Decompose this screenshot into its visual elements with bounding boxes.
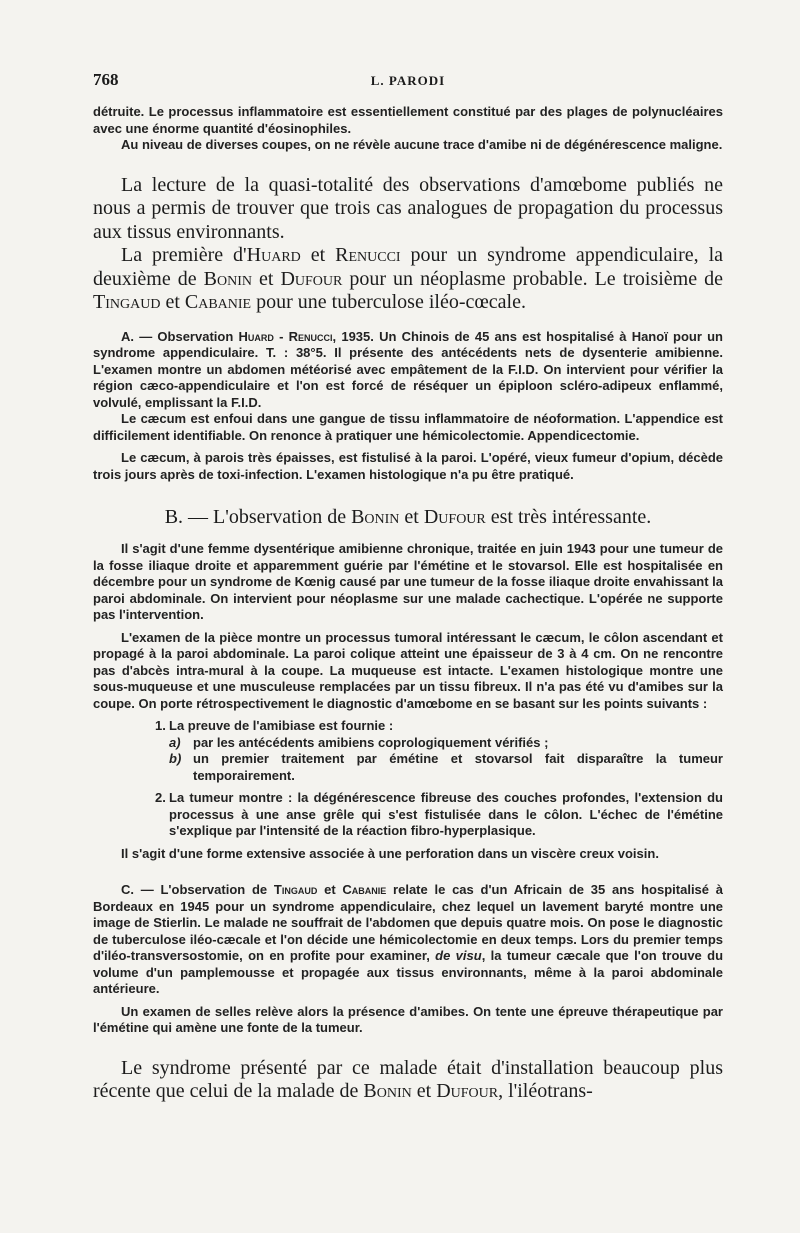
large-text-block xyxy=(93,174,723,315)
page-header xyxy=(93,70,723,92)
author-name: Cabanie xyxy=(184,291,252,313)
page-content xyxy=(93,104,723,1104)
author-name: Dufour xyxy=(436,1080,499,1102)
observation-a-paragraph-3: Le cæcum, à parois très épaisses, est fistulisé à la paroi. L'opéré, vieux fumeur d'opium, décède trois jours après de toxi-infection. L'examen histologique n'a pu être pratiqué. xyxy=(93,450,723,482)
final-paragraph: Le syndrome présenté par ce malade était d'installation beaucoup plus récente que celui de la malade de Bonin et Dufour, l'iléotrans- xyxy=(93,1056,723,1102)
author-name: Cabanie xyxy=(342,882,387,897)
author-name: Bonin xyxy=(363,1080,412,1102)
intro-paragraph-1: détruite. Le processus inflammatoire est essentiellement constitué par des plages de polynucléaires avec une énorme quantité d'éosinophiles. xyxy=(93,104,723,136)
author-name: Tingaud xyxy=(273,882,318,897)
intro-paragraph-2: Au niveau de diverses coupes, on ne révèle aucune trace d'amibe ni de dégénérescence maligne. xyxy=(121,137,723,152)
intro-section xyxy=(93,104,723,154)
list-item: 2. La tumeur montre : la dégénérescence fibreuse des couches profondes, l'extension du processus à une anse grêle qui s'est fistulisée dans le côlon. L'échec de l'émétine s'explique par l'intensité de la réaction fibro-hyperplasique. xyxy=(155,790,723,838)
observation-a-paragraph-2: Le cæcum est enfoui dans une gangue de tissu inflammatoire de néoformation. L'appendice est difficilement identifiable. On renonce à pratiquer une hémicolectomie. Appendicectomie. xyxy=(93,411,723,443)
final-paragraph-block xyxy=(93,1057,723,1104)
large-paragraph-2: La première d'Huard et Renucci pour un syndrome appendiculaire, la deuxième de Bonin et Dufour pour un néoplasme probable. Le troisième de Tingaud et Cabanie pour une tuberculose iléo-cœcale. xyxy=(93,244,724,313)
observation-b-paragraph-2: L'examen de la pièce montre un processus tumoral intéressant le cæcum, le côlon ascendant et propagé à la paroi abdominale. La paroi colique atteint une épaisseur de 3 à 4 cm. On ne rencontre pas d'abcès intra-mural à la coupe. La muqueuse est intacte. L'examen histologique montre une sous-muqueuse et une musculeuse remplacées par un tissu fibreux. Il n'a pas été vu d'amibes sur la coupe. On porte rétrospectivement le diagnostic d'amœbome en se basant sur les points suivants : xyxy=(93,629,723,711)
author-name: Renucci xyxy=(335,244,401,266)
list-subitem: a) par les antécédents amibiens coprologiquement vérifiés ; xyxy=(169,734,549,750)
observation-c-paragraph-1: C. — L'observation de Tingaud et Cabanie relate le cas d'un Africain de 35 ans hospitalisé à Bordeaux en 1945 pour un syndrome appendiculaire, chez lequel un lavement baryté montre une image de Stierlin. Le malade ne souffrait de l'abdomen que depuis quatre mois. On pose le diagnostic de tuberculose iléo-cæcale et l'on décide une hémicolectomie en deux temps. Lors du premier temps d'iléo-transversostomie, on en profite pour examiner, de visu, la tumeur cæcale que l'on trouve du volume d'un pamplemousse et propagée aux tissus environnants, même à la paroi abdominale antérieure. xyxy=(93,882,724,996)
section-b-heading: B. — L'observation de Bonin et Dufour est très intéressante. xyxy=(164,506,652,528)
observation-a xyxy=(93,329,723,484)
list-item: 1. La preuve de l'amibiase est fournie : xyxy=(155,718,394,733)
observation-c-paragraph-2: Un examen de selles relève alors la présence d'amibes. On tente une épreuve thérapeutique par l'émétine qui amène une fonte de la tumeur. xyxy=(93,1003,723,1035)
author-name: Huard xyxy=(246,244,301,266)
author-name: Bonin xyxy=(203,267,252,290)
author-name: Huard - Renucci xyxy=(238,328,333,344)
list-subitem: b) un premier traitement par émétine et stovarsol fait disparaître la tumeur temporairement. xyxy=(169,751,723,783)
observation-c xyxy=(93,882,723,1037)
author-name: Dufour xyxy=(280,267,343,290)
author-name: Tingaud xyxy=(93,291,161,313)
large-paragraph-1: La lecture de la quasi-totalité des observations d'amœbome publiés ne nous a permis de trouver que trois cas analogues de propagation du processus aux tissus environnants. xyxy=(93,173,723,243)
observation-b-paragraph-3: Il s'agit d'une forme extensive associée à une perforation dans un viscère creux voisin. xyxy=(121,845,659,861)
observation-a-paragraph-1: A. — Observation Huard - Renucci, 1935. Un Chinois de 45 ans est hospitalisé à Hanoï pour un syndrome appendiculaire. T. : 38°5. Il présente des antécédents nets de dysenterie amibienne. L'examen montre un abdomen météorisé avec empâtement de la F.I.D. On intervient pour vérifier la région cæco-appendiculaire et l'on est forcé de réséquer un épiploon scléro-adipeux enflammé, volvulé, emplissant la F.I.D. xyxy=(93,328,723,410)
observation-b-paragraph-1: Il s'agit d'une femme dysentérique amibienne chronique, traitée en juin 1943 pour une tumeur de la fosse iliaque droite et apparemment guérie par l'émétine et le stovarsol. Elle est hospitalisée en décembre pour un syndrome de Kœnig causé par une tumeur de la fosse iliaque droite envahissant la paroi abdominale. On intervient pour néoplasme sur une malade cachectique. L'opérée ne supporte pas l'intervention. xyxy=(93,541,723,622)
diagnostic-points-list xyxy=(155,718,723,840)
running-title: L. PARODI xyxy=(370,73,446,88)
observation-b xyxy=(93,541,723,862)
page-number: 768 xyxy=(93,70,119,89)
